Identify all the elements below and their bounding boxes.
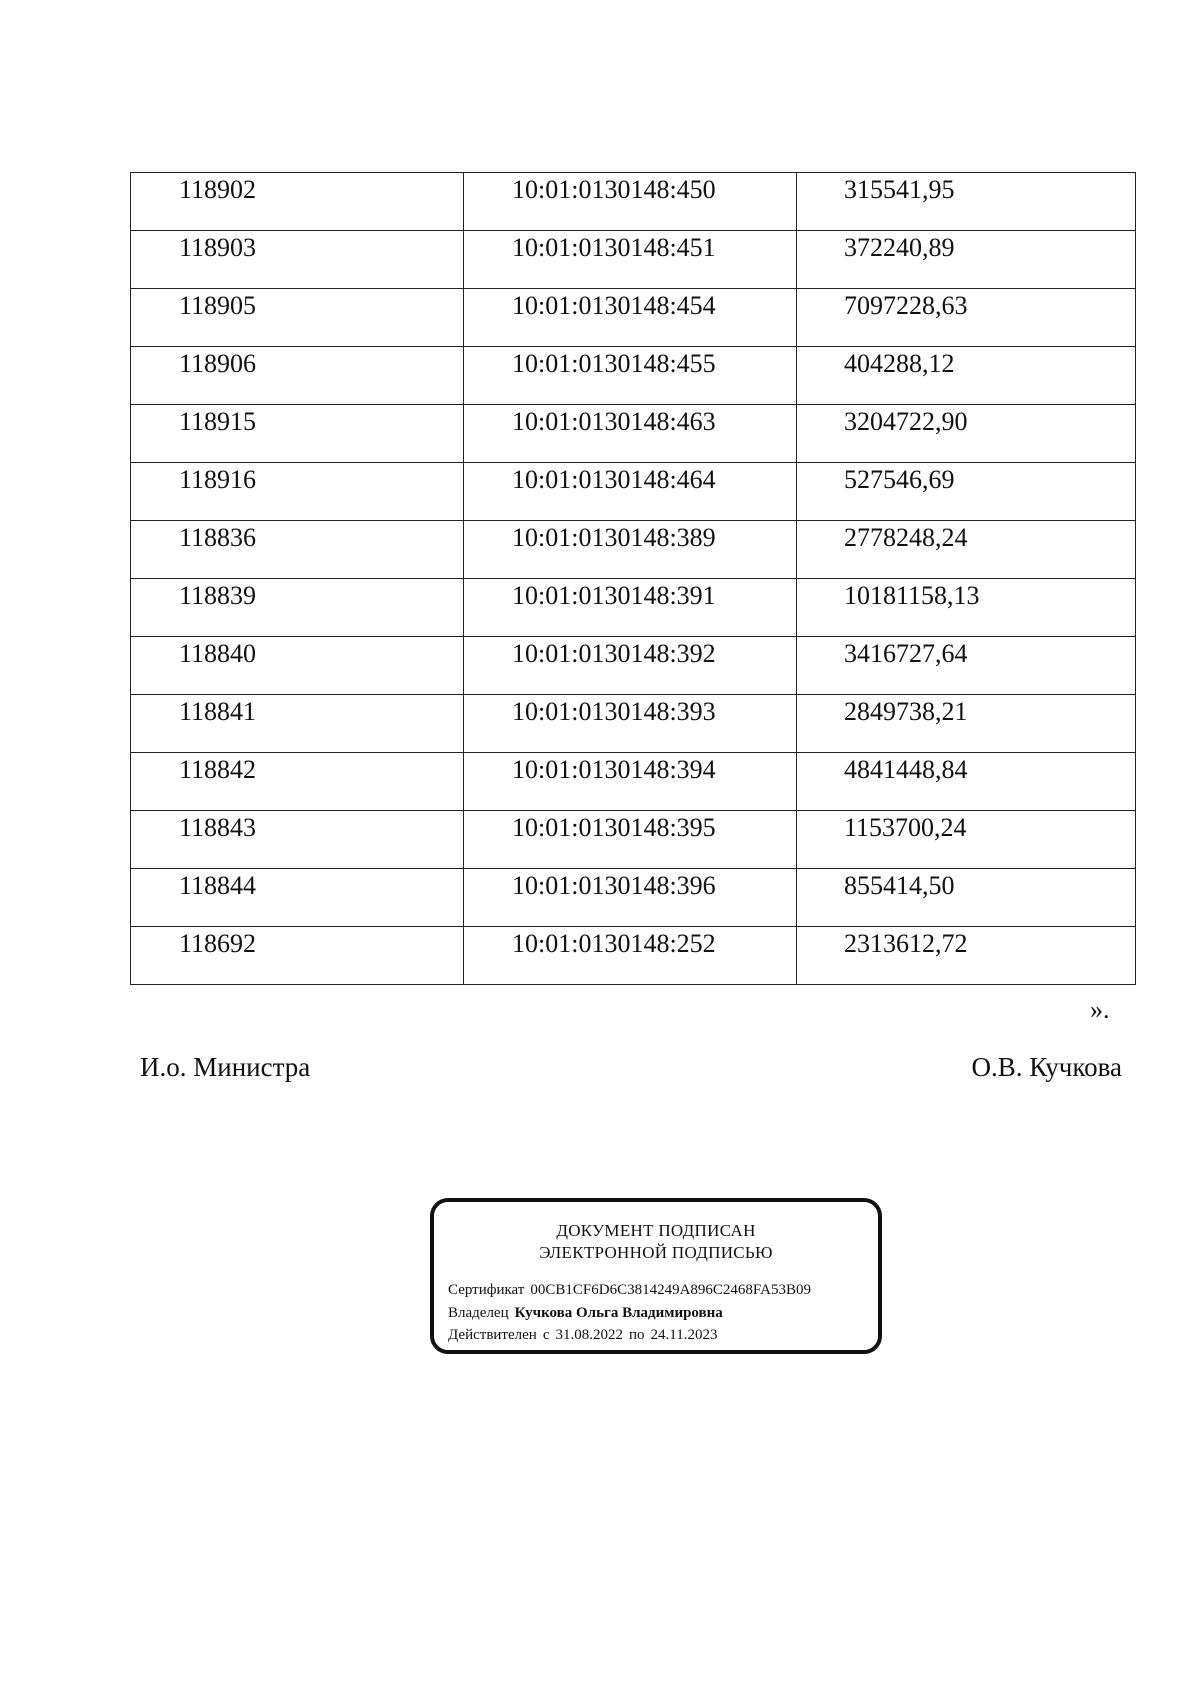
table-row xyxy=(131,811,1136,869)
row-number-cell xyxy=(131,695,464,753)
cadastral-value-cell-text: 1153700,24 xyxy=(844,813,967,842)
row-number-cell xyxy=(131,463,464,521)
cadastral-value-cell-text: 315541,95 xyxy=(844,175,955,204)
signer-title: И.о. Министра xyxy=(140,1052,311,1082)
table-row xyxy=(131,579,1136,637)
cadastral-value-cell xyxy=(797,231,1136,289)
cadastral-number-cell xyxy=(464,521,797,579)
cadastral-number-cell xyxy=(464,695,797,753)
cadastral-value-cell-text: 2849738,21 xyxy=(844,697,968,726)
row-number-cell xyxy=(131,927,464,985)
cadastral-number-cell-text: 10:01:0130148:252 xyxy=(512,929,716,958)
cadastral-number-cell-text: 10:01:0130148:463 xyxy=(512,407,716,436)
row-number-cell xyxy=(131,231,464,289)
cadastral-number-cell xyxy=(464,463,797,521)
stamp-valid-to-label: по xyxy=(628,1327,645,1343)
cadastral-number-cell-text: 10:01:0130148:454 xyxy=(512,291,716,320)
cadastral-value-cell xyxy=(797,927,1136,985)
cadastral-value-cell-text: 372240,89 xyxy=(844,233,955,262)
cadastral-number-cell xyxy=(464,289,797,347)
electronic-signature-stamp xyxy=(430,1198,882,1354)
closing-quote: ». xyxy=(1090,995,1110,1024)
row-number-cell-text: 118906 xyxy=(179,349,257,378)
cadastral-value-cell xyxy=(797,579,1136,637)
cadastral-number-cell xyxy=(464,927,797,985)
cadastral-number-cell xyxy=(464,347,797,405)
cadastral-value-cell-text: 7097228,63 xyxy=(844,291,968,320)
row-number-cell xyxy=(131,637,464,695)
row-number-cell xyxy=(131,405,464,463)
cadastral-value-cell xyxy=(797,463,1136,521)
stamp-title-line2: ЭЛЕКТРОННОЙ ПОДПИСЬЮ xyxy=(539,1243,773,1262)
cadastral-value-cell-text: 527546,69 xyxy=(844,465,955,494)
stamp-certificate xyxy=(448,1282,811,1299)
row-number-cell-text: 118841 xyxy=(179,697,257,726)
cadastral-number-cell-text: 10:01:0130148:455 xyxy=(512,349,716,378)
cadastral-value-cell xyxy=(797,405,1136,463)
row-number-cell-text: 118692 xyxy=(179,929,257,958)
stamp-certificate-label: Сертификат xyxy=(448,1282,525,1298)
cadastral-value-cell-text: 3204722,90 xyxy=(844,407,968,436)
row-number-cell-text: 118902 xyxy=(179,175,257,204)
cadastral-value-cell xyxy=(797,289,1136,347)
cadastral-number-cell-text: 10:01:0130148:450 xyxy=(512,175,716,204)
cadastral-value-cell-text: 404288,12 xyxy=(844,349,955,378)
cadastral-number-cell-text: 10:01:0130148:389 xyxy=(512,523,716,552)
row-number-cell xyxy=(131,579,464,637)
row-number-cell-text: 118842 xyxy=(179,755,257,784)
cadastral-number-cell xyxy=(464,869,797,927)
table-row xyxy=(131,463,1136,521)
cadastral-number-cell-text: 10:01:0130148:395 xyxy=(512,813,716,842)
row-number-cell-text: 118903 xyxy=(179,233,257,262)
cadastral-number-cell-text: 10:01:0130148:391 xyxy=(512,581,716,610)
row-number-cell-text: 118905 xyxy=(179,291,257,320)
table-row xyxy=(131,637,1136,695)
table-body xyxy=(131,173,1136,985)
stamp-valid-label: Действителен xyxy=(448,1327,537,1343)
stamp-valid-to: 24.11.2023 xyxy=(650,1327,718,1343)
row-number-cell xyxy=(131,289,464,347)
stamp-owner-label: Владелец xyxy=(448,1305,509,1321)
row-number-cell xyxy=(131,811,464,869)
stamp-owner xyxy=(448,1305,723,1322)
table-row xyxy=(131,405,1136,463)
signer-name: О.В. Кучкова xyxy=(971,1052,1122,1082)
table-row xyxy=(131,173,1136,231)
row-number-cell-text: 118844 xyxy=(179,871,257,900)
cadastral-number-cell xyxy=(464,579,797,637)
cadastral-number-cell xyxy=(464,173,797,231)
cadastral-number-cell-text: 10:01:0130148:393 xyxy=(512,697,716,726)
table-row xyxy=(131,695,1136,753)
cadastral-number-cell xyxy=(464,811,797,869)
stamp-valid-from: 31.08.2022 xyxy=(555,1327,623,1343)
cadastral-value-cell xyxy=(797,637,1136,695)
cadastral-value-cell xyxy=(797,811,1136,869)
cadastral-number-cell xyxy=(464,405,797,463)
cadastral-value-cell-text: 10181158,13 xyxy=(844,581,980,610)
row-number-cell-text: 118916 xyxy=(179,465,257,494)
cadastral-number-cell-text: 10:01:0130148:394 xyxy=(512,755,716,784)
stamp-valid-from-label: с xyxy=(542,1327,550,1343)
cadastral-value-cell xyxy=(797,173,1136,231)
cadastral-value-cell xyxy=(797,695,1136,753)
row-number-cell-text: 118843 xyxy=(179,813,257,842)
cadastral-value-cell-text: 855414,50 xyxy=(844,871,955,900)
row-number-cell xyxy=(131,869,464,927)
table-row xyxy=(131,347,1136,405)
cadastral-number-cell-text: 10:01:0130148:396 xyxy=(512,871,716,900)
table-row xyxy=(131,869,1136,927)
row-number-cell xyxy=(131,753,464,811)
table-row xyxy=(131,289,1136,347)
cadastral-value-cell-text: 2313612,72 xyxy=(844,929,968,958)
row-number-cell xyxy=(131,173,464,231)
cadastral-value-cell-text: 3416727,64 xyxy=(844,639,968,668)
cadastral-value-cell xyxy=(797,347,1136,405)
row-number-cell-text: 118915 xyxy=(179,407,257,436)
cadastral-value-cell xyxy=(797,869,1136,927)
cadastral-value-table xyxy=(130,172,1136,985)
stamp-owner-value: Кучкова Ольга Владимировна xyxy=(514,1305,723,1321)
cadastral-number-cell-text: 10:01:0130148:392 xyxy=(512,639,716,668)
row-number-cell-text: 118839 xyxy=(179,581,257,610)
cadastral-value-cell xyxy=(797,753,1136,811)
row-number-cell-text: 118840 xyxy=(179,639,257,668)
stamp-validity xyxy=(448,1327,717,1344)
cadastral-value-cell-text: 2778248,24 xyxy=(844,523,968,552)
cadastral-number-cell xyxy=(464,231,797,289)
row-number-cell xyxy=(131,521,464,579)
cadastral-number-cell-text: 10:01:0130148:464 xyxy=(512,465,716,494)
table-row xyxy=(131,753,1136,811)
cadastral-value-cell-text: 4841448,84 xyxy=(844,755,968,784)
table-row xyxy=(131,927,1136,985)
cadastral-number-cell xyxy=(464,637,797,695)
row-number-cell xyxy=(131,347,464,405)
stamp-title-line1: ДОКУМЕНТ ПОДПИСАН xyxy=(556,1221,756,1240)
cadastral-value-cell xyxy=(797,521,1136,579)
cadastral-number-cell xyxy=(464,753,797,811)
row-number-cell-text: 118836 xyxy=(179,523,257,552)
table-row xyxy=(131,521,1136,579)
cadastral-number-cell-text: 10:01:0130148:451 xyxy=(512,233,716,262)
table-row xyxy=(131,231,1136,289)
stamp-certificate-value: 00CB1CF6D6C3814249A896C2468FA53B09 xyxy=(530,1282,811,1298)
